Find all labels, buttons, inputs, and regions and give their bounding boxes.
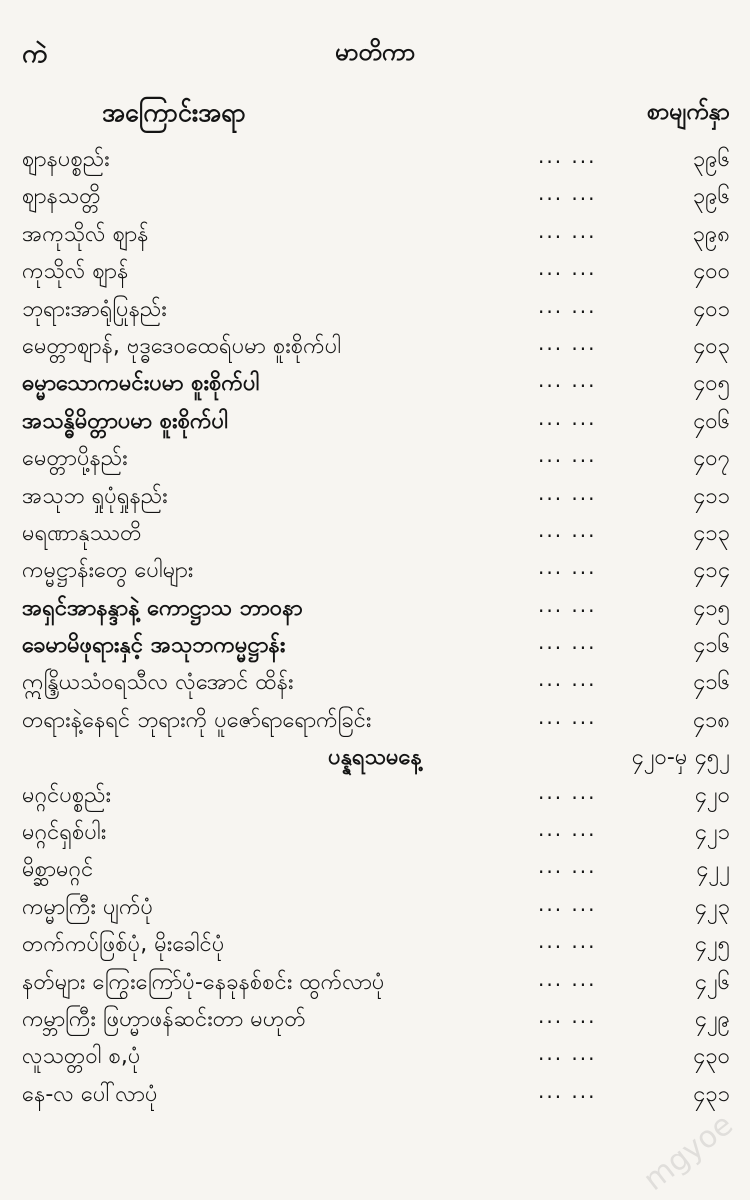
entry-title: လူသတ္တဝါ စ,ပုံ [22, 1044, 141, 1070]
toc-entry [0, 402, 750, 439]
toc-entry [0, 177, 750, 214]
toc-entry [0, 925, 750, 962]
entry-page-number: ၄၀၁ [692, 296, 730, 322]
entry-leader-dots: ... ... [538, 704, 597, 729]
entry-leader-dots: ... ... [538, 555, 597, 580]
entry-page-number: ၃၉၆ [692, 184, 730, 210]
entry-title: ကမ္မာကြီး ပျက်ပုံ [22, 894, 154, 920]
entry-title: ဈာနသတ္တိ [22, 184, 101, 210]
entry-leader-dots: ... ... [538, 1003, 597, 1028]
entry-page-number: ၄၁၅ [692, 595, 730, 621]
entry-page-number: ၄၁၆ [692, 670, 730, 696]
toc-entry [0, 215, 750, 252]
entry-title: ကမ္မဋ္ဌာန်းတွေ ပေါများ [22, 558, 194, 584]
entry-title: မဂ္ဂင်ရှစ်ပါး [22, 820, 107, 846]
entry-page-number: ၄၂၅ [694, 932, 730, 958]
entry-leader-dots: ... ... [538, 368, 597, 393]
toc-entry [0, 290, 750, 327]
entry-leader-dots: ... ... [538, 293, 597, 318]
entry-title: မေတ္တာပို့နည်း [22, 446, 128, 472]
entry-leader-dots: ... ... [538, 779, 597, 804]
entry-title: ဘုရားအာရုံပြုနည်း [22, 296, 167, 322]
entry-leader-dots: ... ... [538, 218, 597, 243]
entry-page-number: ၄၂၆ [694, 969, 730, 995]
toc-list [0, 140, 750, 1112]
section-heading-row [0, 738, 750, 775]
toc-entry [0, 514, 750, 551]
toc-entry [0, 252, 750, 289]
toc-entry [0, 439, 750, 476]
entry-title: တရားနဲ့နေရင် ဘုရားကို ပူဇော်ရာရောက်ခြင်း [22, 707, 372, 733]
entry-page-number: ၄၁၁ [692, 483, 730, 509]
toc-entry [0, 477, 750, 514]
toc-entry [0, 364, 750, 401]
column-header-topic: အကြောင်းအရာ [102, 98, 246, 127]
toc-entry [0, 551, 750, 588]
entry-page-number: ၄၂၂ [696, 857, 730, 883]
entry-title: တက်ကပ်ဖြစ်ပုံ, မိုးခေါင်ပုံ [22, 932, 225, 958]
entry-title: အသုဘ ရှုပုံရှုနည်း [22, 483, 168, 509]
entry-page-number: ၄၂၃ [694, 894, 730, 920]
entry-title: နတ်များ ကြွေးကြော်ပုံ-နေခုနစ်စင်း ထွက်လာပုံ [22, 969, 385, 995]
entry-leader-dots: ... ... [538, 256, 597, 281]
entry-leader-dots: ... ... [538, 630, 597, 655]
entry-leader-dots: ... ... [538, 891, 597, 916]
entry-leader-dots: ... ... [538, 330, 597, 355]
entry-page-number: ၄၂၉ [694, 1006, 730, 1032]
entry-title: အသန္ဓိမိတ္တာပမာ စူးစိုက်ပါ [22, 408, 228, 434]
entry-leader-dots: ... ... [538, 1041, 597, 1066]
toc-entry [0, 626, 750, 663]
entry-page-number: ၄၃၁ [692, 1081, 730, 1107]
entry-page-number: ၄၁၃ [692, 520, 730, 546]
entry-page-number: ၄၃၀ [692, 1044, 730, 1070]
entry-leader-dots: ... ... [538, 517, 597, 542]
toc-entry [0, 1000, 750, 1037]
entry-page-number: ၄၁၈ [692, 707, 730, 733]
entry-title: ကမ္ဘာကြီး ဖြဟ္မာဖန်ဆင်းတာ မဟုတ် [22, 1006, 306, 1032]
section-page-range: ၄၂၀-မှ ၄၅၂ [631, 745, 730, 771]
entry-leader-dots: ... ... [538, 929, 597, 954]
toc-entry [0, 1075, 750, 1112]
entry-title: ကုသိုလ် ဈာန် [22, 259, 129, 285]
entry-leader-dots: ... ... [538, 817, 597, 842]
entry-leader-dots: ... ... [538, 592, 597, 617]
entry-title: ဈာနပစ္စည်း [22, 147, 110, 172]
entry-page-number: ၄၀၅ [692, 371, 730, 397]
entry-page-number: ၄၂၁ [694, 820, 730, 846]
entry-leader-dots: ... ... [538, 1078, 597, 1103]
entry-page-number: ၄၀၆ [692, 408, 730, 434]
entry-page-number: ၄၀၇ [692, 446, 730, 472]
entry-page-number: ၄၂၀ [694, 782, 730, 808]
entry-title: ခေမာမိဖုရားနှင့် အသုဘကမ္မဋ္ဌာန်း [22, 633, 286, 659]
toc-entry [0, 776, 750, 813]
entry-page-number: ၄၁၄ [692, 558, 730, 584]
page-marker: ကဲ [22, 39, 48, 69]
entry-leader-dots: ... ... [538, 854, 597, 879]
entry-title: အရှင်အာနန္ဒာနဲ့ ကောဋ္ဌာသ ဘာဝနာ [22, 595, 303, 621]
toc-entry [0, 888, 750, 925]
toc-entry [0, 701, 750, 738]
toc-entry [0, 663, 750, 700]
watermark: mgyoe [637, 1107, 740, 1198]
toc-entry [0, 327, 750, 364]
entry-title: မဂ္ဂင်ပစ္စည်း [22, 782, 112, 808]
entry-title: အကုသိုလ် ဈာန် [22, 221, 149, 247]
column-header-page: စာမျက်နှာ [646, 99, 730, 125]
entry-page-number: ၃၉၆ [692, 147, 730, 172]
toc-entry [0, 850, 750, 887]
entry-leader-dots: ... ... [538, 667, 597, 692]
entry-title: နေ-လ ပေါ်လာပုံ [22, 1081, 158, 1107]
toc-entry [0, 589, 750, 626]
entry-leader-dots: ... ... [538, 405, 597, 430]
entry-leader-dots: ... ... [538, 443, 597, 468]
entry-title: ဓမ္မာသောကမင်းပမာ စူးစိုက်ပါ [22, 371, 260, 397]
entry-title: မရဏာနုဿတိ [22, 520, 142, 546]
toc-entry [0, 813, 750, 850]
entry-title: မေတ္တာဈာန်, ဗုဒ္ဓဒေဝထေရ်ပမာ စူးစိုက်ပါ [22, 333, 342, 359]
entry-leader-dots: ... ... [538, 480, 597, 505]
entry-leader-dots: ... ... [538, 966, 597, 991]
section-title: ပန္နရသမနေ့ [328, 745, 422, 771]
entry-page-number: ၄၀၃ [692, 333, 730, 359]
entry-page-number: ၃၉၈ [692, 221, 730, 247]
entry-leader-dots: ... ... [538, 181, 597, 206]
entry-title: မိစ္ဆာမဂ္ဂင် [22, 857, 94, 883]
entry-page-number: ၄၁၆ [692, 633, 730, 659]
toc-entry [0, 963, 750, 1000]
toc-entry [0, 140, 750, 177]
entry-page-number: ၄၀၀ [692, 259, 730, 285]
toc-entry [0, 1037, 750, 1074]
entry-leader-dots: ... ... [538, 144, 597, 168]
page-title: မာတိကာ [334, 38, 416, 66]
entry-title: ဣန္ဒြိယသံဝရသီလ လုံအောင် ထိန်း [22, 670, 294, 696]
